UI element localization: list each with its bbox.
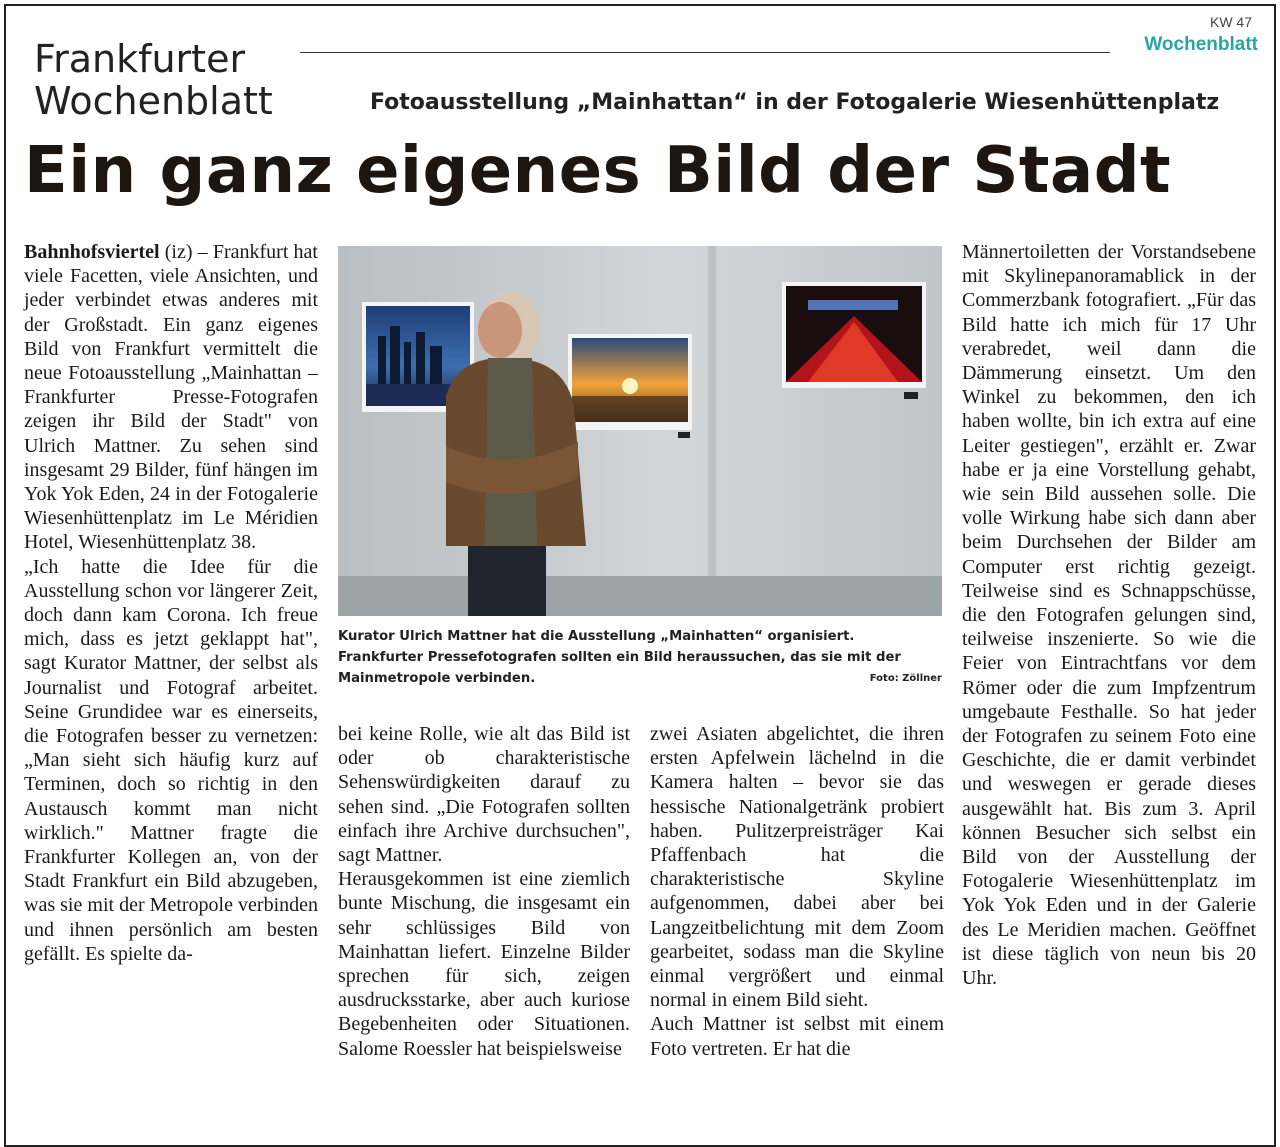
issue-week: KW 47: [1209, 14, 1252, 30]
paragraph-text: (iz) – Frankfurt hat viele Facetten, viele Ansichten, und jeder verbindet etwas anderes mit der Großstadt. Ein ganz eigenes Bild von Frankfurt vermittelt die neue Fotoausstellung „Mainhattan – Frankfurter Presse-Fotografen zeigen ihr Bild der Stadt" von Ulrich Mattner. Zu sehen sind insgesamt 29 Bilder, fünf hängen im Yok Yok Eden, 24 in der Fotogalerie Wiesenhüttenplatz im Le Méridien Hotel, Wiesenhüttenplatz 38.: [24, 241, 318, 554]
masthead-logo: [34, 38, 273, 122]
caption-text: Kurator Ulrich Mattner hat die Ausstellung „Mainhatten“ organisiert. Frankfurter Pressefotografen sollten ein Bild heraussuchen, das sie mit der Mainmetropole verbinden.: [338, 629, 901, 686]
article-column-4: [962, 240, 1256, 990]
dateline: Bahnhofsviertel: [24, 241, 160, 263]
masthead-rule: [300, 52, 1110, 53]
masthead-line-2: Wochenblatt: [34, 79, 273, 123]
article-column-3: [650, 722, 944, 1061]
article-photo: [338, 246, 942, 616]
article-column-1: [24, 240, 318, 966]
paragraph: zwei Asiaten abgelichtet, die ihren ersten Apfelwein lächelnd in die Kamera halten – bevor sie das hessische Nationalgetränk probiert haben. Pulitzerpreisträger Kai Pfaffenbach hat die charakteristische Skyline aufgenommen, dabei aber bei Langzeitbelichtung mit dem Zoom gearbeitet, sodass man die Skyline einmal vergrößert und einmal normal in einem Bild sieht.: [650, 723, 944, 1012]
photo-caption: [338, 626, 942, 689]
paragraph: Herausgekommen ist eine ziemlich bunte Mischung, die insgesamt ein sehr schlüssiges Bild von Mainhattan liefert. Einzelne Bilder sprechen für sich, zeigen ausdrucksstarke, aber auch kuriose Begebenheiten oder Situationen. Salome Roessler hat beispielsweise: [338, 868, 630, 1060]
masthead-line-1: Frankfurter: [34, 37, 246, 81]
brand-label: Wochenblatt: [1144, 34, 1258, 55]
photo-illustration: [338, 246, 942, 616]
photo-credit: Foto: Zöllner: [869, 673, 942, 684]
article-column-2: [338, 722, 630, 1061]
paragraph: Auch Mattner ist selbst mit einem Foto vertreten. Er hat die: [650, 1013, 944, 1060]
headline: Ein ganz eigenes Bild der Stadt: [24, 134, 1172, 208]
paragraph: bei keine Rolle, wie alt das Bild ist oder ob charakteristische Sehenswürdigkeiten darauf zu sehen sind. „Die Fotografen sollten einfach ihre Archive durchsuchen", sagt Mattner.: [338, 723, 630, 867]
paragraph: Männertoiletten der Vorstandsebene mit Skylinepanoramablick in der Commerzbank fotografiert. „Für das Bild hatte ich mich für 17 Uhr verabredet, weil dann die Dämmerung einsetzt. Um den Winkel zu bekommen, den ich haben wollte, bin ich extra auf eine Leiter gestiegen", erzählt er. Zwar habe er ja eine Vorstellung gehabt, wie sein Bild aussehen solle. Die volle Wirkung habe sich dann aber beim Durchsehen der Bilder am Computer erst richtig gezeigt. Teilweise sind es Schnappschüsse, die den Fotografen gelungen sind, teilweise inszenierte. So wie die Feier von Eintrachtfans vor dem Römer oder die zum Impfzentrum umgebaute Festhalle. So hat jeder der Fotografen zu seinem Foto eine Geschichte, die er damit verbindet und weswegen er gerade dieses ausgewählt hat. Bis zum 3. April können Besucher sich selbst ein Bild von der Ausstellung der Fotogalerie Wiesenhüttenplatz im Yok Yok Eden und in der Galerie des Le Meridien machen. Geöffnet ist diese täglich von neun bis 20 Uhr.: [962, 241, 1256, 990]
paragraph: „Ich hatte die Idee für die Ausstellung schon vor längerer Zeit, doch dann kam Corona. Ich freue mich, dass es jetzt geklappt hat", sagt Kurator Mattner, der selbst als Journalist und Fotograf arbeitet. Seine Grundidee war es einerseits, die Fotografen besser zu vernetzen: „Man sieht sich häufig kurz auf Terminen, doch so richtig in den Austausch kommt man nicht wirklich." Mattner fragte die Frankfurter Kollegen an, von der Stadt Frankfurt ein Bild abzugeben, was sie mit der Metropole verbinden und ihnen persönlich am besten gefällt. Es spielte da-: [24, 555, 318, 965]
paragraph: [24, 240, 318, 555]
kicker: Fotoausstellung „Mainhattan“ in der Fotogalerie Wiesenhüttenplatz: [370, 90, 1220, 115]
